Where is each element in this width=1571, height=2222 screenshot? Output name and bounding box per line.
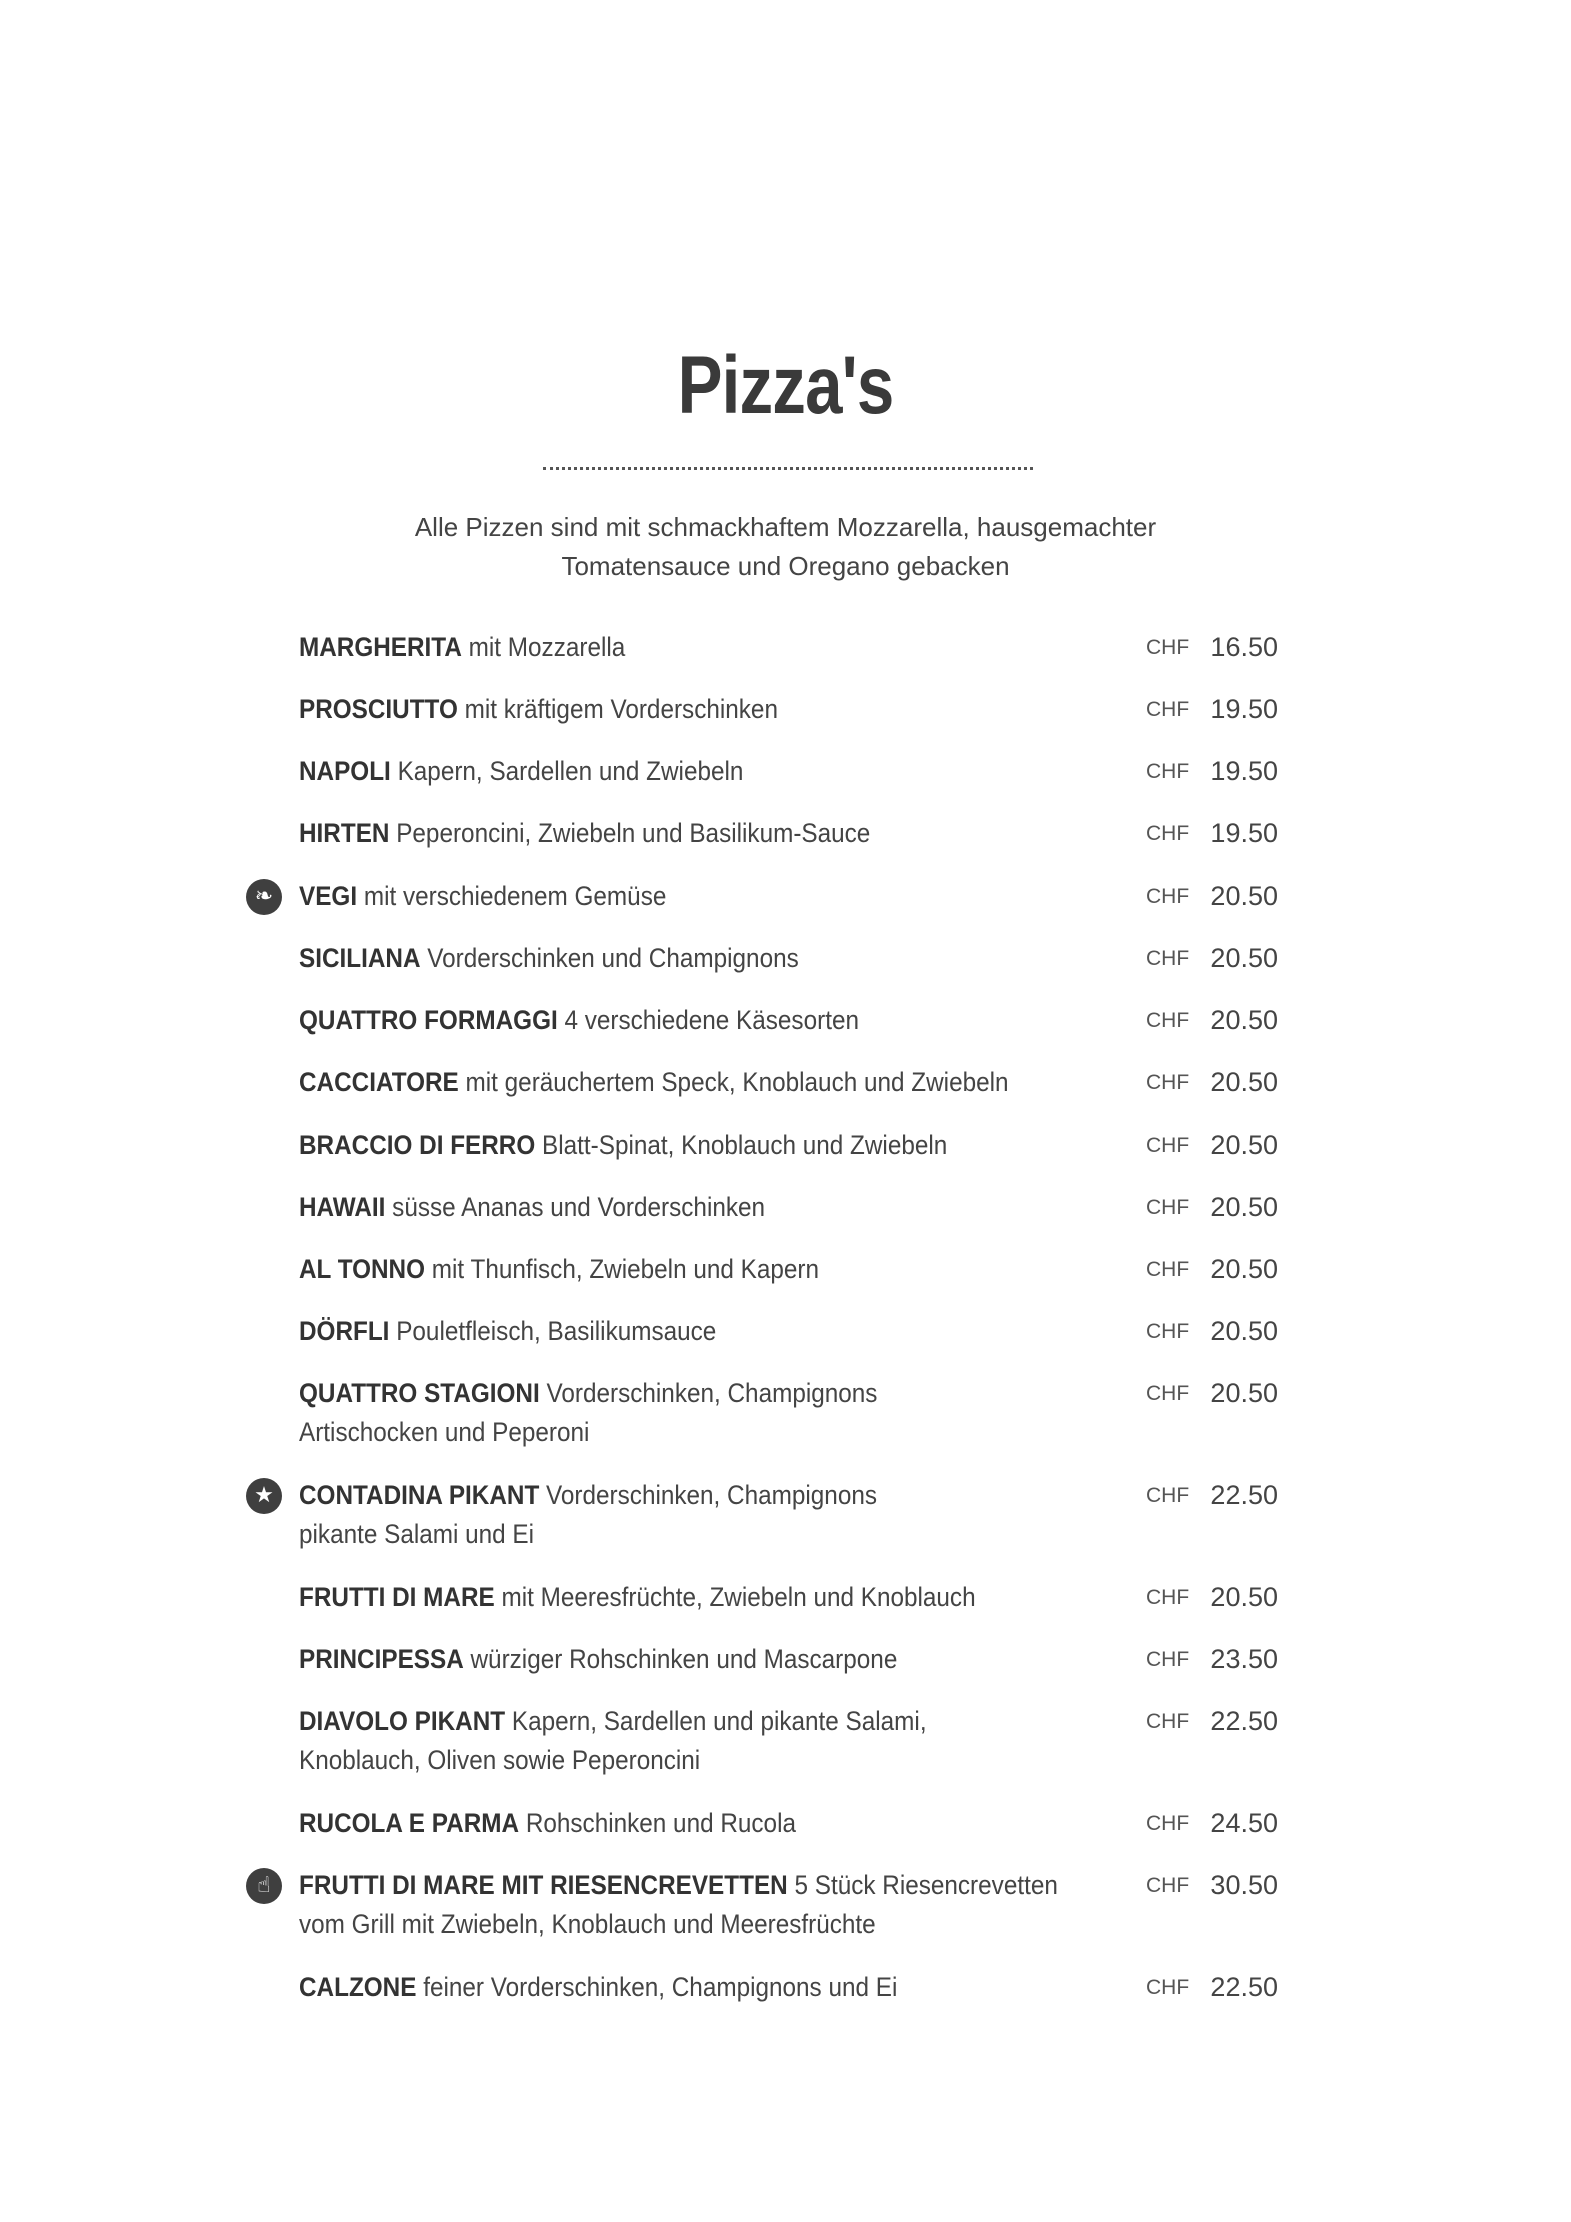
item-currency: CHF bbox=[1146, 760, 1190, 783]
item-price: 20.50 bbox=[1210, 1378, 1278, 1408]
item-text bbox=[299, 1001, 1019, 1040]
item-price: 24.50 bbox=[1210, 1808, 1278, 1838]
item-text bbox=[299, 1374, 1019, 1452]
item-description: Kapern, Sardellen und pikante Salami, bbox=[511, 1706, 927, 1736]
item-text bbox=[299, 1126, 1019, 1165]
item-text bbox=[299, 814, 1019, 853]
item-description: mit Mozzarella bbox=[468, 632, 626, 662]
item-description-line-2: pikante Salami und Ei bbox=[299, 1519, 535, 1549]
item-text bbox=[299, 628, 1019, 667]
item-description-line-2: Artischocken und Peperoni bbox=[299, 1417, 590, 1447]
item-name: NAPOLI bbox=[299, 756, 391, 786]
item-currency: CHF bbox=[1146, 1710, 1190, 1733]
item-description: 5 Stück Riesencrevetten bbox=[794, 1870, 1058, 1900]
item-price: 22.50 bbox=[1210, 1480, 1278, 1510]
item-name: DIAVOLO PIKANT bbox=[299, 1706, 506, 1736]
item-price: 22.50 bbox=[1210, 1706, 1278, 1736]
item-description: süsse Ananas und Vorderschinken bbox=[392, 1192, 766, 1222]
item-description: 4 verschiedene Käsesorten bbox=[564, 1005, 859, 1035]
item-name: AL TONNO bbox=[299, 1254, 426, 1284]
item-currency: CHF bbox=[1146, 698, 1190, 721]
item-currency: CHF bbox=[1146, 1976, 1190, 1999]
item-description: würziger Rohschinken und Mascarpone bbox=[470, 1644, 898, 1674]
item-name: SICILIANA bbox=[299, 943, 421, 973]
item-description: Blatt-Spinat, Knoblauch und Zwiebeln bbox=[542, 1130, 948, 1160]
item-price: 20.50 bbox=[1210, 881, 1278, 911]
item-name: QUATTRO STAGIONI bbox=[299, 1378, 540, 1408]
item-description: Pouletfleisch, Basilikumsauce bbox=[396, 1316, 717, 1346]
item-description: mit Meeresfrüchte, Zwiebeln und Knoblauch bbox=[501, 1582, 976, 1612]
item-name: QUATTRO FORMAGGI bbox=[299, 1005, 558, 1035]
item-text bbox=[299, 1702, 1019, 1780]
item-name: CONTADINA PIKANT bbox=[299, 1480, 540, 1510]
item-currency: CHF bbox=[1146, 1382, 1190, 1405]
item-price: 20.50 bbox=[1210, 1254, 1278, 1284]
intro-line-2: Tomatensauce und Oregano gebacken bbox=[561, 551, 1010, 581]
item-price: 20.50 bbox=[1210, 1005, 1278, 1035]
item-currency: CHF bbox=[1146, 885, 1190, 908]
star-icon: ★ bbox=[246, 1478, 282, 1514]
item-description: Rohschinken und Rucola bbox=[525, 1808, 796, 1838]
item-price: 20.50 bbox=[1210, 1582, 1278, 1612]
item-name: DÖRFLI bbox=[299, 1316, 390, 1346]
item-currency: CHF bbox=[1146, 636, 1190, 659]
item-price: 19.50 bbox=[1210, 818, 1278, 848]
item-description: Peperoncini, Zwiebeln und Basilikum-Sauce bbox=[396, 818, 871, 848]
item-price: 23.50 bbox=[1210, 1644, 1278, 1674]
item-name: HAWAII bbox=[299, 1192, 386, 1222]
item-name: BRACCIO DI FERRO bbox=[299, 1130, 536, 1160]
item-text bbox=[299, 1968, 1019, 2007]
item-text bbox=[299, 877, 1019, 916]
item-currency: CHF bbox=[1146, 1586, 1190, 1609]
item-name: CACCIATORE bbox=[299, 1067, 459, 1097]
item-text bbox=[299, 1250, 1019, 1289]
item-text bbox=[299, 752, 1019, 791]
item-currency: CHF bbox=[1146, 1320, 1190, 1343]
item-currency: CHF bbox=[1146, 1874, 1190, 1897]
item-text bbox=[299, 939, 1019, 978]
item-name: PROSCIUTTO bbox=[299, 694, 458, 724]
item-currency: CHF bbox=[1146, 947, 1190, 970]
item-name: PRINCIPESSA bbox=[299, 1644, 464, 1674]
item-description-line-2: vom Grill mit Zwiebeln, Knoblauch und Meeresfrüchte bbox=[299, 1909, 876, 1939]
item-price: 19.50 bbox=[1210, 694, 1278, 724]
item-price: 19.50 bbox=[1210, 756, 1278, 786]
intro-line-1: Alle Pizzen sind mit schmackhaftem Mozzarella, hausgemachter bbox=[414, 512, 1157, 542]
dotted-divider bbox=[543, 467, 1033, 470]
item-currency: CHF bbox=[1146, 1196, 1190, 1219]
item-description: feiner Vorderschinken, Champignons und Ei bbox=[423, 1972, 898, 2002]
item-name: VEGI bbox=[299, 881, 358, 911]
item-text bbox=[299, 1188, 1019, 1227]
item-name: FRUTTI DI MARE bbox=[299, 1582, 495, 1612]
item-currency: CHF bbox=[1146, 1071, 1190, 1094]
item-currency: CHF bbox=[1146, 1134, 1190, 1157]
item-name: HIRTEN bbox=[299, 818, 390, 848]
item-description: Kapern, Sardellen und Zwiebeln bbox=[397, 756, 744, 786]
item-price: 30.50 bbox=[1210, 1870, 1278, 1900]
item-text bbox=[299, 1866, 1058, 1944]
item-text bbox=[299, 1063, 1019, 1102]
item-description: Vorderschinken, Champignons bbox=[546, 1378, 878, 1408]
intro-text bbox=[0, 508, 1571, 586]
item-text bbox=[299, 1804, 1019, 1843]
item-text bbox=[299, 1312, 1019, 1351]
item-price: 20.50 bbox=[1210, 943, 1278, 973]
item-price: 20.50 bbox=[1210, 1067, 1278, 1097]
item-price: 20.50 bbox=[1210, 1316, 1278, 1346]
item-price: 16.50 bbox=[1210, 632, 1278, 662]
page-title: Pizza's bbox=[677, 340, 894, 431]
item-price: 20.50 bbox=[1210, 1130, 1278, 1160]
item-currency: CHF bbox=[1146, 1484, 1190, 1507]
item-currency: CHF bbox=[1146, 822, 1190, 845]
item-currency: CHF bbox=[1146, 1812, 1190, 1835]
leaf-icon: ❧ bbox=[246, 879, 282, 915]
item-name: RUCOLA E PARMA bbox=[299, 1808, 520, 1838]
item-name: CALZONE bbox=[299, 1972, 417, 2002]
item-name: FRUTTI DI MARE MIT RIESENCREVETTEN bbox=[299, 1870, 788, 1900]
item-description-line-2: Knoblauch, Oliven sowie Peperoncini bbox=[299, 1745, 701, 1775]
item-description: mit geräuchertem Speck, Knoblauch und Zwiebeln bbox=[465, 1067, 1009, 1097]
item-currency: CHF bbox=[1146, 1258, 1190, 1281]
item-text bbox=[299, 1578, 1019, 1617]
item-description: mit verschiedenem Gemüse bbox=[363, 881, 667, 911]
item-currency: CHF bbox=[1146, 1648, 1190, 1671]
item-description: Vorderschinken, Champignons bbox=[546, 1480, 877, 1510]
item-description: Vorderschinken und Champignons bbox=[427, 943, 799, 973]
thumbs-up-icon: ☝ bbox=[246, 1868, 282, 1904]
item-text bbox=[299, 690, 1019, 729]
item-description: mit kräftigem Vorderschinken bbox=[464, 694, 778, 724]
item-currency: CHF bbox=[1146, 1009, 1190, 1032]
item-text bbox=[299, 1476, 1019, 1554]
item-name: MARGHERITA bbox=[299, 632, 462, 662]
item-description: mit Thunfisch, Zwiebeln und Kapern bbox=[431, 1254, 819, 1284]
item-text bbox=[299, 1640, 1019, 1679]
item-price: 22.50 bbox=[1210, 1972, 1278, 2002]
item-price: 20.50 bbox=[1210, 1192, 1278, 1222]
